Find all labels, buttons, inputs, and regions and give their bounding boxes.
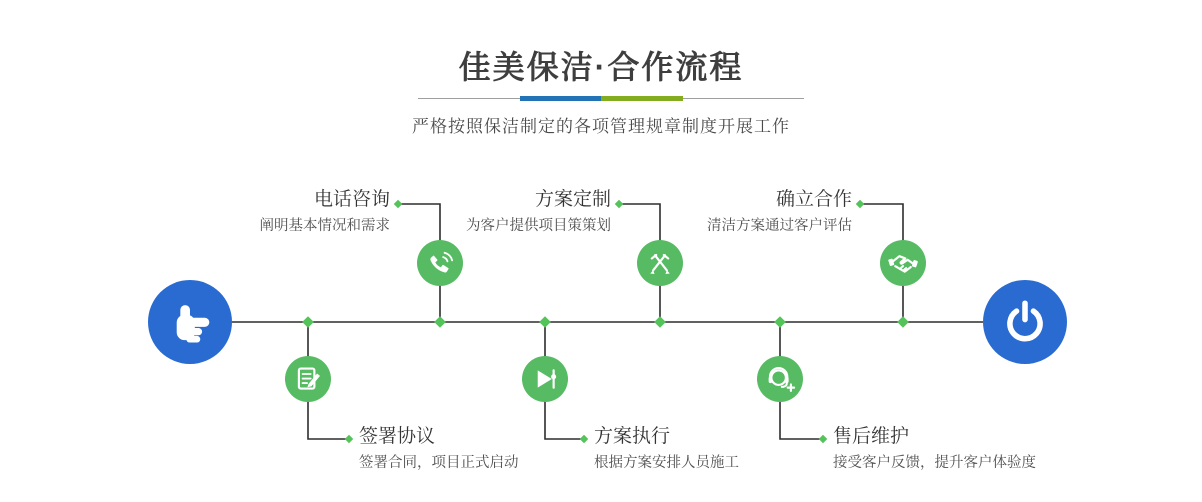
step-plan-custom-node — [637, 240, 683, 286]
step-establish-coop-label — [707, 189, 852, 235]
document-sign-icon — [288, 359, 328, 399]
crossed-pencils-icon — [640, 243, 680, 283]
step-phone-consult-node — [417, 240, 463, 286]
step-description: 阐明基本情况和需求 — [259, 218, 390, 234]
headset-plus-icon — [760, 359, 800, 399]
step-title: 确立合作 — [775, 189, 852, 210]
step-description: 清洁方案通过客户评估 — [707, 218, 852, 234]
power-icon — [996, 293, 1054, 351]
pointing-hand-icon — [161, 293, 219, 351]
flow-end-node — [983, 280, 1067, 364]
play-slider-icon — [525, 359, 565, 399]
step-title: 售后维护 — [833, 426, 910, 447]
step-plan-execute-node — [522, 356, 568, 402]
step-title: 方案执行 — [594, 426, 671, 447]
step-title: 签署协议 — [359, 426, 436, 447]
step-plan-execute-label — [594, 426, 739, 472]
step-aftersales-node — [757, 356, 803, 402]
flow-start-node — [148, 280, 232, 364]
step-title: 方案定制 — [534, 189, 611, 210]
step-aftersales-label — [833, 426, 1036, 472]
step-phone-consult-label — [260, 189, 391, 235]
handshake-icon — [883, 243, 923, 283]
step-title: 电话咨询 — [313, 189, 390, 210]
step-plan-custom-label — [466, 189, 611, 235]
page-title: 佳美保洁·合作流程 — [458, 49, 744, 85]
step-description: 为客户提供项目策策划 — [466, 218, 611, 234]
step-description: 签署合同，项目正式启动 — [359, 455, 519, 471]
step-sign-agreement-node — [285, 356, 331, 402]
page-subtitle: 严格按照保洁制定的各项管理规章制度开展工作 — [412, 117, 790, 136]
step-description: 接受客户反馈，提升客户体验度 — [833, 455, 1036, 471]
phone-icon — [420, 243, 460, 283]
step-description: 根据方案安排人员施工 — [594, 455, 739, 471]
step-establish-coop-node — [880, 240, 926, 286]
step-sign-agreement-label — [359, 426, 519, 472]
